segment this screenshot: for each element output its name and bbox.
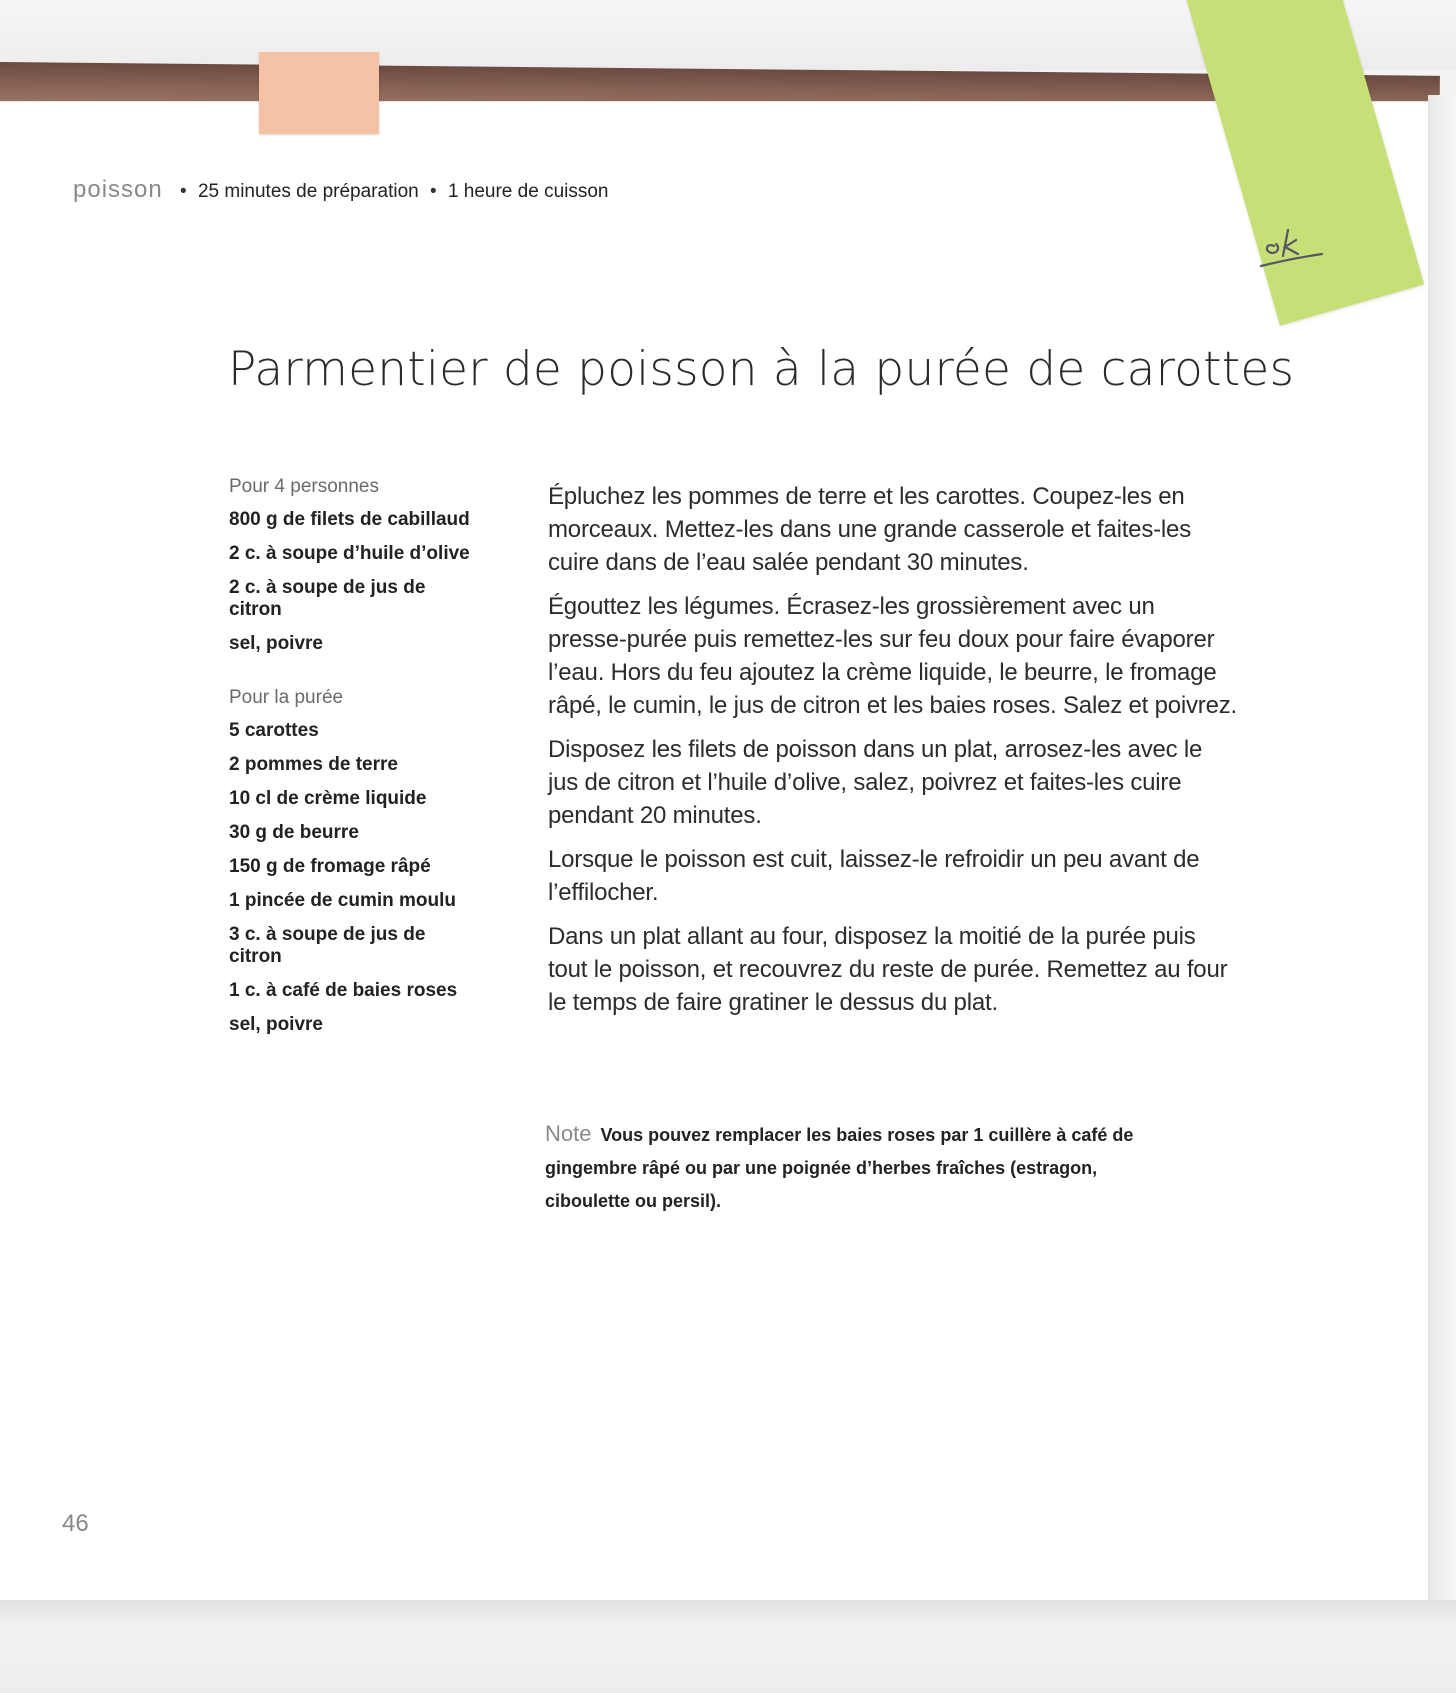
ingredient-item: 1 pincée de cumin moulu <box>229 890 456 911</box>
ingredients-heading-servings: Pour 4 personnes <box>229 476 379 497</box>
recipe-title: Parmentier de poisson à la purée de carottes <box>228 342 1295 397</box>
category-label: poisson <box>73 176 163 203</box>
page-number: 46 <box>62 1510 89 1537</box>
ingredient-item: 5 carottes <box>229 720 319 741</box>
method-step: Égouttez les légumes. Écrasez-les grossièrement avec un presse-purée puis remettez-les sur feu doux pour faire évaporer l’eau. Hors du feu ajoutez la crème liquide, le beurre, le fromage râpé, le cumin, le jus de citron et les baies roses. Salez et poivrez. <box>548 593 1238 719</box>
separator-dot: • <box>430 181 437 202</box>
recipe-note <box>545 1117 1185 1218</box>
ingredients-heading-puree: Pour la purée <box>229 687 344 708</box>
pink-sticky-tab <box>259 52 379 134</box>
ingredient-item: 2 c. à soupe de jus de citron <box>229 577 426 620</box>
page-bottom-edge <box>0 1600 1456 1693</box>
method-step: Disposez les filets de poisson dans un plat, arrosez-les avec le jus de citron et l’huile d’olive, salez, poivrez et faites-les cuire pendant 20 minutes. <box>548 736 1203 829</box>
ingredient-item: 30 g de beurre <box>229 822 359 843</box>
ingredient-item: 2 pommes de terre <box>229 754 398 775</box>
cook-time: 1 heure de cuisson <box>447 181 609 202</box>
ingredient-item: sel, poivre <box>229 633 323 654</box>
ingredient-item: 800 g de filets de cabillaud <box>229 509 470 530</box>
method-steps <box>548 480 1238 1030</box>
page-stack-edge <box>1428 95 1456 1605</box>
ingredient-item: 2 c. à soupe d’huile d’olive <box>229 543 470 564</box>
note-text: Vous pouvez remplacer les baies roses par 1 cuillère à café de gingembre râpé ou par une poignée d’herbes fraîches (estragon, ciboulette ou persil). <box>545 1125 1134 1211</box>
method-step: Dans un plat allant au four, disposez la moitié de la purée puis tout le poisson, et recouvrez du reste de purée. Remettez au four le temps de faire gratiner le dessus du plat. <box>548 923 1228 1016</box>
prep-time: 25 minutes de préparation <box>197 181 419 202</box>
recipe-meta-line <box>73 176 609 204</box>
ingredient-item: 10 cl de crème liquide <box>229 788 427 809</box>
note-label: Note <box>545 1121 592 1146</box>
handwritten-ok-mark <box>1252 220 1332 280</box>
ingredient-item: sel, poivre <box>229 1014 323 1035</box>
method-step: Lorsque le poisson est cuit, laissez-le refroidir un peu avant de l’effilocher. <box>548 846 1200 906</box>
ingredient-item: 150 g de fromage râpé <box>229 856 431 877</box>
ingredient-item: 1 c. à café de baies roses <box>229 980 458 1001</box>
separator-dot: • <box>180 181 187 202</box>
ingredients-list <box>229 476 519 1048</box>
method-step: Épluchez les pommes de terre et les carottes. Coupez-les en morceaux. Mettez-les dans une grande casserole et faites-les cuire dans de l’eau salée pendant 30 minutes. <box>548 483 1191 576</box>
ingredient-item: 3 c. à soupe de jus de citron <box>229 924 426 967</box>
